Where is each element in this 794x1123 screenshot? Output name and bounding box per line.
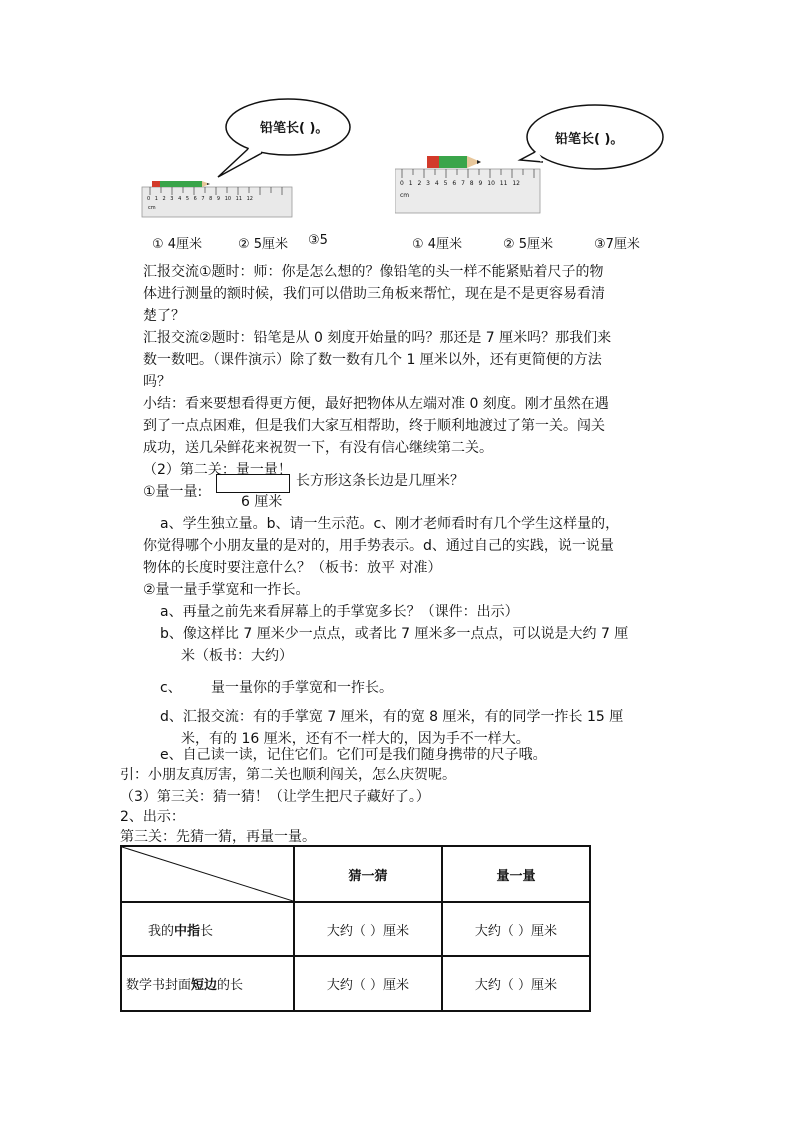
- bubble-text-2: 铅笔长( )。: [555, 132, 624, 147]
- item-c-text: 量一量你的手掌宽和一拃长。: [211, 680, 393, 696]
- table-corner-cell: [121, 846, 294, 902]
- table-measure-cell[interactable]: 大约（ ）厘米: [442, 902, 590, 956]
- bubble-text-1: 铅笔长( )。: [260, 121, 329, 136]
- para3-line3: 成功，送几朵鲜花来祝贺一下，有没有信心继续第二关。: [143, 440, 493, 456]
- intro-line: 引：小朋友真厉害，第二关也顺利闯关，怎么庆贺呢。: [120, 767, 456, 783]
- item-d-line1: d、汇报交流：有的手掌宽 7 厘米，有的宽 8 厘米，有的同学一拃长 15 厘: [160, 709, 624, 725]
- item-b-line1: b、像这样比 7 厘米少一点点，或者比 7 厘米多一点点，可以说是大约 7 厘: [160, 626, 629, 642]
- table-guess-cell[interactable]: 大约（ ）厘米: [294, 902, 442, 956]
- item-c-label: c、: [160, 680, 182, 696]
- show-line: 2、出示：: [120, 809, 185, 825]
- measure-answer: 6 厘米: [241, 494, 283, 510]
- option-2-1: ① 4厘米: [412, 237, 463, 252]
- level3-subtitle: 第三关：先猜一猜，再量一量。: [120, 829, 316, 845]
- para4-line1: a、学生独立量。b、请一生示范。c、刚才老师看时有几个学生这样量的，: [160, 516, 620, 532]
- item-e: e、自己读一读，记住它们。它们可是我们随身携带的尺子哦。: [160, 747, 547, 763]
- level3-title: （3）第三关：猜一猜！（让学生把尺子藏好了。）: [120, 789, 430, 805]
- table-row: [121, 956, 590, 1011]
- table-measure-cell[interactable]: 大约（ ）厘米: [442, 956, 590, 1011]
- ruler-unit-2: cm: [400, 192, 410, 199]
- table-header-guess: 猜一猜: [294, 846, 442, 902]
- item2-title: ②量一量手掌宽和一拃长。: [143, 582, 310, 598]
- para2-line1: 汇报交流②题时：铅笔是从 0 刻度开始量的吗？那还是 7 厘米吗？那我们来: [143, 330, 612, 346]
- measure-prefix: ①量一量:: [143, 484, 203, 500]
- table-guess-cell[interactable]: 大约（ ）厘米: [294, 956, 442, 1011]
- ruler-unit-1: cm: [148, 205, 156, 211]
- table-row: [121, 902, 590, 956]
- para2-line3: 吗？: [143, 374, 171, 390]
- option-1-1: ① 4厘米: [152, 237, 203, 252]
- guess-measure-table: [120, 845, 591, 1012]
- ruler-ticks-1: 0 1 2 3 4 5 6 7 8 9 10 11 12: [147, 196, 253, 202]
- table-header-measure: 量一量: [442, 846, 590, 902]
- ruler-ticks-2: 0 1 2 3 4 5 6 7 8 9 10 11 12: [400, 180, 520, 187]
- item-d-line2: 米，有的 16 厘米，还有不一样大的，因为手不一样大。: [181, 731, 530, 747]
- item-b-line2: 米（板书：大约）: [181, 648, 293, 664]
- para3-line2: 到了一点点困难，但是我们大家互相帮助，终于顺利地渡过了第一关。闯关: [143, 418, 605, 434]
- option-2-2: ② 5厘米: [503, 237, 554, 252]
- para4-line2: 你觉得哪个小朋友量的是对的，用手势表示。d、通过自己的实践，说一说量: [143, 538, 614, 554]
- figure-pencil-ruler-2: [395, 100, 670, 215]
- table-row-label: 我的中指长: [121, 902, 294, 956]
- para1-line1: 汇报交流①题时：师：你是怎么想的？像铅笔的头一样不能紧贴着尺子的物: [143, 264, 604, 280]
- table-row-label: 数学书封面短边的长: [121, 956, 294, 1011]
- item-a: a、再量之前先来看屏幕上的手掌宽多长？（课件：出示）: [160, 604, 519, 620]
- level2-title: （2）第二关：量一量！: [143, 462, 292, 478]
- option-1-3: ③5: [308, 233, 328, 248]
- figure-pencil-ruler-1: [130, 95, 370, 225]
- para2-line2: 数一数吧。（课件演示）除了数一数有几个 1 厘米以外，还有更简便的方法: [143, 352, 602, 368]
- para1-line2: 体进行测量的额时候，我们可以借助三角板来帮忙，现在是不是更容易看清: [143, 286, 605, 302]
- para1-line3: 楚了？: [143, 308, 185, 324]
- para3-line1: 小结：看来要想看得更方便，最好把物体从左端对准 0 刻度。刚才虽然在遇: [143, 396, 609, 412]
- option-2-3: ③7厘米: [594, 237, 640, 252]
- measure-question: 长方形这条长边是几厘米？: [296, 473, 464, 489]
- para4-line3: 物体的长度时要注意什么？（板书：放平 对准）: [143, 560, 442, 576]
- option-1-2: ② 5厘米: [238, 237, 289, 252]
